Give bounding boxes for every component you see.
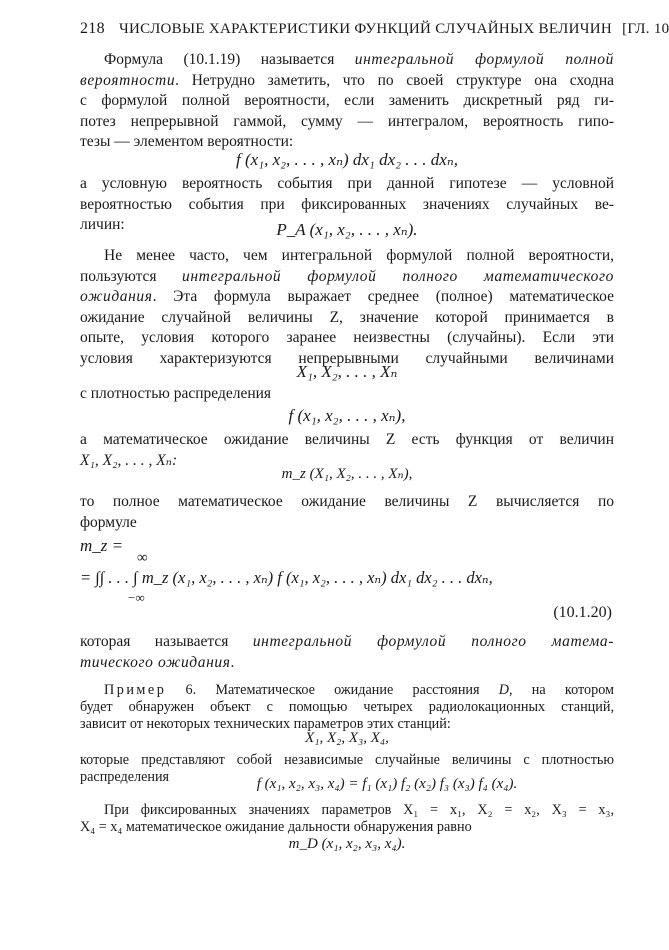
- text-line: то полное математическое ожидание величины Z вычисляется по: [80, 493, 614, 510]
- formula-independent-density: f (x₁, x₂, x₃, x₄) = f₁ (x₁) f₂ (x₂) f₃ (x₃) f₄ (x₄).: [256, 776, 518, 792]
- paragraph-7: [80, 632, 614, 673]
- variable-italic: D: [498, 682, 510, 698]
- example-label: Пример: [104, 682, 167, 698]
- paragraph-6: [80, 492, 614, 533]
- text-line: X₄ = x₄ математическое ожидание дальности обнаружения равно: [80, 819, 472, 835]
- integral-upper-limit: ∞: [137, 550, 148, 566]
- text-line: [80, 287, 614, 308]
- text-line: а условную вероятность события при данной гипотезе — условной: [80, 175, 614, 192]
- text-line: тезы — элементом вероятности:: [80, 133, 294, 150]
- equation-number: (10.1.20): [553, 604, 612, 621]
- text-segment: Формула (10.1.19) называется: [104, 51, 355, 68]
- text-line: [80, 653, 614, 674]
- paragraph-4: [80, 384, 614, 405]
- text-line: будет обнаружен объект с помощью четырех радиолокационных станций,: [80, 699, 614, 715]
- text-line: распределения: [80, 769, 170, 785]
- text-segment: пользуются: [80, 267, 183, 285]
- formula-parameters: X₁, X₂, X₃, X₄,: [305, 730, 389, 746]
- text-line: потез непрерывной гаммой, сумму — интегралом, вероятность гипо-: [80, 112, 614, 130]
- text-line: [80, 682, 614, 699]
- formula-detection-range: m_D (x₁, x₂, x₃, x₄).: [288, 836, 406, 852]
- text-line: [80, 267, 614, 288]
- chapter-ref: [ГЛ. 10: [622, 21, 669, 37]
- text-segment: . Эта формула выражает среднее (полное) математическое: [152, 288, 614, 305]
- formula-element-probability: f (x₁, x₂, . . . , xₙ) dx₁ dx₂ . . . dxₙ,: [236, 150, 458, 169]
- term-italic: интегральной формулой полного матема-: [252, 633, 614, 650]
- text-line: личин:: [80, 216, 125, 233]
- term-italic: интегральной формулой полной: [354, 51, 614, 68]
- text-line: зависит от некоторых технических параметров этих станций:: [80, 716, 451, 732]
- term-italic: ожидания: [80, 288, 153, 305]
- text-line: [80, 50, 614, 71]
- formula-total-expectation: = ∫∫ . . . ∫ m_z (x₁, x₂, . . . , xₙ) f (x₁, x₂, . . . , xₙ) dx₁ dx₂ . . . dxₙ,: [80, 568, 493, 587]
- paragraph-3: [80, 246, 614, 369]
- integral-lower-limit: −∞: [128, 590, 145, 605]
- formula-conditional-probability: P_A (x₁, x₂, . . . , xₙ).: [276, 220, 418, 239]
- text-line: Не менее часто, чем интегральной формулой полной вероятности,: [104, 247, 614, 264]
- text-line: формуле: [80, 513, 137, 531]
- section-title: ЧИСЛОВЫЕ ХАРАКТЕРИСТИКИ ФУНКЦИЙ СЛУЧАЙНЫХ ВЕЛИЧИН: [118, 21, 613, 37]
- text-line: При фиксированных значениях параметров X₁ = x₁, X₂ = x₂, X₃ = x₃,: [104, 802, 614, 818]
- text-line: с плотностью распределения: [80, 385, 272, 402]
- text-line: а математическое ожидание величины Z есть функция от величин: [80, 431, 614, 448]
- text-segment: которая называется: [80, 633, 253, 650]
- text-line: опыте, условия которого заранее неизвестны (случайны). Если эти: [80, 329, 614, 346]
- text-segment: 6. Математическое ожидание расстояния: [166, 682, 499, 698]
- formula-total-expectation-lhs: m_z =: [80, 536, 124, 555]
- text-line: условия характеризуются непрерывными случайными величинами: [80, 349, 614, 367]
- example-6: [80, 682, 614, 733]
- term-italic: тического ожидания: [80, 653, 231, 671]
- text-line: с формулой полной вероятности, если заменить дискретный ряд ги-: [80, 92, 614, 109]
- text-line: [80, 632, 614, 653]
- paragraph-9: [80, 802, 614, 836]
- text-line: вероятностью события при фиксированных значениях случайных ве-: [80, 195, 614, 213]
- text-line: которые представляют собой независимые случайные величины с плотностью: [80, 752, 614, 768]
- term-italic: интегральной формулой полного математического: [182, 267, 614, 285]
- text-line: ожидание случайной величины Z, значение которой принимается в: [80, 308, 614, 326]
- formula-conditional-expectation: m_z (X₁, X₂, . . . , Xₙ),: [281, 466, 413, 482]
- page-number: 218: [80, 20, 105, 37]
- running-header: [80, 20, 669, 38]
- term-italic: вероятности: [80, 71, 176, 89]
- text-line: [80, 71, 614, 92]
- formula-density: f (x₁, x₂, . . . , xₙ),: [288, 406, 406, 425]
- text-segment: . Нетрудно заметить, что по своей структуре она сходна: [175, 71, 614, 89]
- text-segment: , на котором: [509, 682, 614, 698]
- paragraph-1: [80, 50, 614, 153]
- text-segment: .: [230, 653, 235, 671]
- text-line: X₁, X₂, . . . , Xₙ:: [80, 451, 178, 469]
- formula-random-variables: X₁, X₂, . . . , Xₙ: [296, 362, 398, 381]
